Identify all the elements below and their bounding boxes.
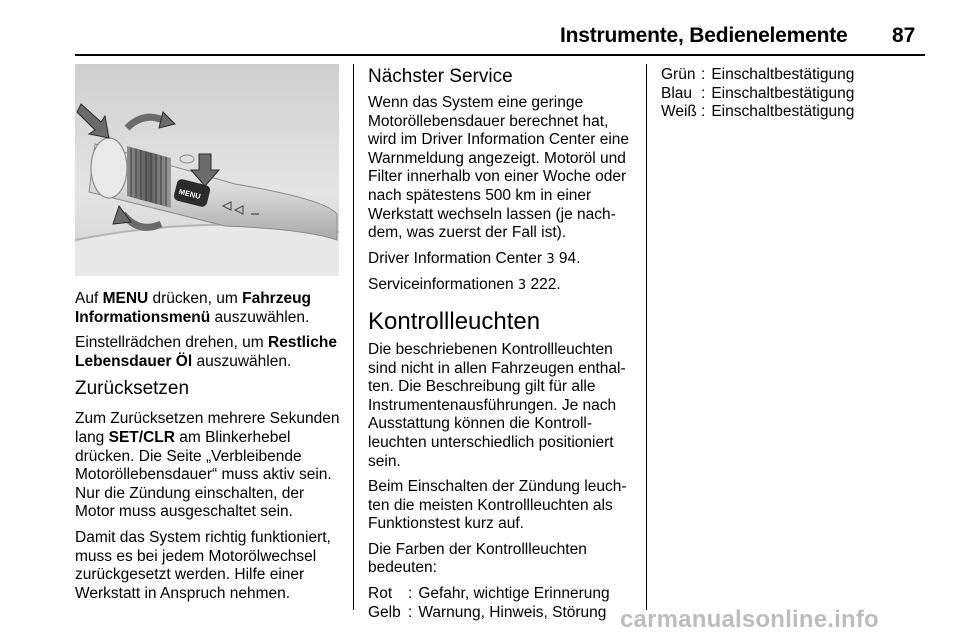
- col1-paragraph-2: [75, 334, 343, 371]
- color-meaning: Gefahr, wichtige Erinnerung: [418, 585, 610, 603]
- column-1: [75, 290, 343, 610]
- cross-reference-dic: [368, 250, 636, 270]
- header-rule: [75, 54, 925, 56]
- heading-naechster-service: Nächster Service: [368, 66, 513, 87]
- lever-illustration-svg: [75, 64, 339, 276]
- text: drücken, um: [148, 290, 243, 307]
- col2-paragraph-4: Die Farben der Kontrollleuchten bedeuten:: [368, 540, 587, 577]
- table-row: [661, 103, 854, 122]
- color-table-2: [661, 66, 854, 122]
- color-meaning: Warnung, Hinweis, Störung: [418, 603, 607, 621]
- separator: :: [408, 603, 413, 621]
- color-name: Grün: [661, 66, 696, 83]
- col1-paragraph-4: Damit das System richtig funktioniert, muss es bei jedem Motorölwechsel zurückgesetzt werden. Hilfe einer Werkstatt in Anspruch nehmen.: [75, 528, 331, 602]
- heading-zuruecksetzen: Zurücksetzen: [75, 378, 190, 400]
- text: am Blinkerhebel drücken. Die Seite „Verbleibende Motoröllebensdauer“ muss aktiv sein. Nur die Zündung einschalten, der Motor muss ausgeschaltet sein.: [75, 428, 332, 521]
- page-number: 87: [892, 24, 916, 47]
- heading-kontrollleuchten: Kontrollleuchten: [368, 307, 541, 335]
- text: Zum Zurücksetzen mehrere Sekunden lang: [75, 410, 340, 446]
- watermark: carmanualsonline.info: [620, 606, 879, 633]
- text: Einstellrädchen drehen, um: [75, 334, 269, 352]
- color-name: Rot: [368, 585, 393, 603]
- col1-paragraph-3: [75, 410, 343, 522]
- text: Serviceinformationen: [368, 276, 514, 294]
- color-table-1: [368, 585, 610, 622]
- set-clr-term: SET/CLR: [108, 428, 175, 446]
- menu-button-label: MENU: [177, 186, 202, 202]
- page-ref: 94.: [554, 249, 581, 267]
- reference-arrow-icon: 3: [546, 251, 555, 267]
- table-row: [368, 604, 610, 623]
- separator: :: [701, 103, 706, 121]
- column-divider-left: [353, 64, 354, 610]
- text: auszuwählen.: [210, 308, 310, 326]
- lever-illustration: [75, 64, 339, 276]
- reference-arrow-icon: 3: [517, 278, 527, 294]
- separator: :: [701, 66, 706, 83]
- color-name: Blau: [661, 84, 693, 102]
- separator: :: [701, 84, 706, 102]
- table-row: [661, 85, 854, 104]
- text: Driver Information Center: [368, 249, 543, 267]
- color-name: Gelb: [368, 603, 401, 621]
- table-row: [661, 66, 854, 85]
- color-meaning: Einschaltbestätigung: [711, 103, 855, 121]
- text: auszuwählen.: [192, 352, 292, 370]
- column-divider-right: [646, 64, 647, 610]
- info-menu-term: Fahrzeug Informationsmenü: [75, 290, 312, 326]
- color-name: Weiß: [661, 103, 697, 121]
- cross-reference-service: [368, 276, 636, 296]
- table-row: [368, 585, 610, 604]
- col2-paragraph-2: Die beschriebenen Kontrollleuchten sind nicht in allen Fahrzeugen enthalten. Die Beschreibung gilt für alle Instrumentenausführungen. Je nach Ausstattung können die Kontrollleuchten unterschiedlich positioniert sein.: [368, 340, 626, 470]
- oil-life-term: Restliche Lebensdauer Öl: [75, 334, 337, 370]
- separator: :: [408, 585, 413, 603]
- col1-paragraph-1: [75, 290, 343, 327]
- color-meaning: Einschaltbestätigung: [711, 84, 855, 102]
- color-meaning: Einschaltbestätigung: [711, 66, 855, 83]
- column-2: [368, 66, 636, 622]
- text: Auf: [75, 290, 103, 307]
- menu-term: MENU: [102, 290, 149, 307]
- page-header-title: Instrumente, Bedienelemente: [560, 24, 848, 47]
- column-3: [661, 66, 925, 122]
- col2-paragraph-1: Wenn das System eine geringe Motoröllebensdauer berechnet hat, wird im Driver Information Center eine Warnmeldung angezeigt. Motoröl und Filter innerhalb von einer Woche oder nach spätestens 500 km in einer Werkstatt wechseln lassen (je nachdem, was zuerst der Fall ist).: [368, 94, 630, 242]
- col2-paragraph-3: Beim Einschalten der Zündung leuchten die meisten Kontrollleuchten als Funktionstest kurz auf.: [368, 478, 627, 533]
- page-ref: 222.: [526, 276, 561, 294]
